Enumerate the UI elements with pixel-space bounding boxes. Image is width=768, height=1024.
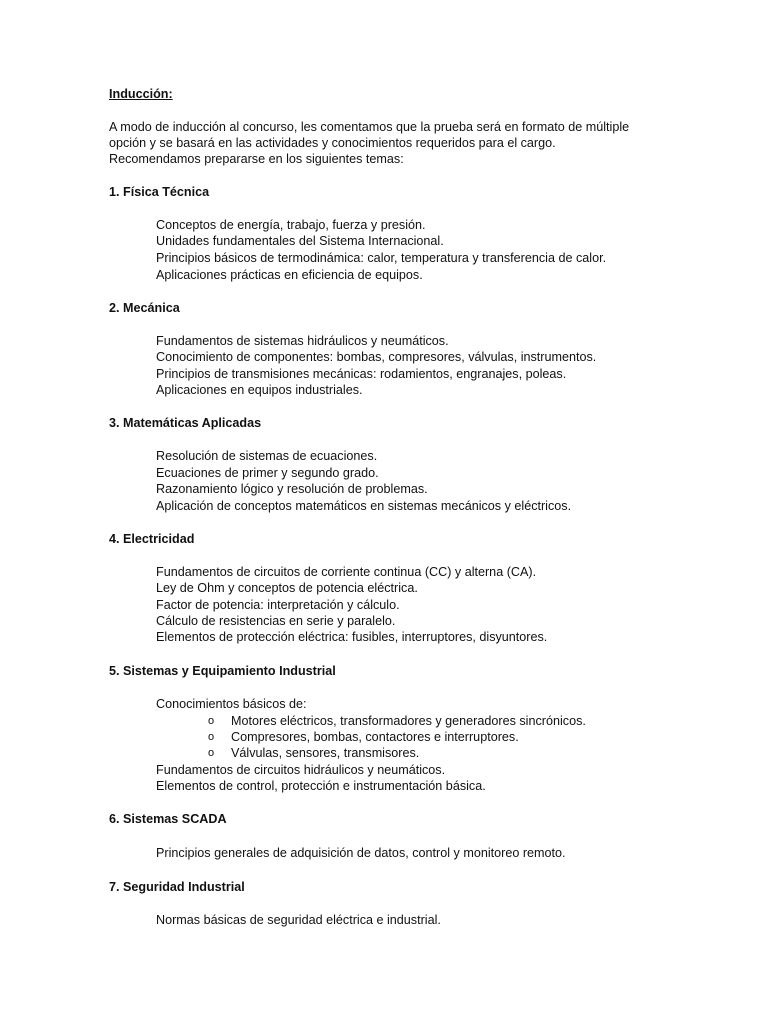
list-item: Normas básicas de seguridad eléctrica e industrial. bbox=[156, 913, 441, 927]
list-item: Razonamiento lógico y resolución de problemas. bbox=[156, 482, 428, 496]
sub-list-item: Compresores, bombas, contactores e interruptores. bbox=[231, 730, 519, 744]
intro-line: A modo de inducción al concurso, les comentamos que la prueba será en formato de múltiple bbox=[109, 120, 630, 134]
list-item: Conocimiento de componentes: bombas, compresores, válvulas, instrumentos. bbox=[156, 350, 597, 364]
list-item: Factor de potencia: interpretación y cálculo. bbox=[156, 598, 400, 612]
section-heading: 7. Seguridad Industrial bbox=[109, 880, 245, 894]
list-item: Elementos de control, protección e instrumentación básica. bbox=[156, 779, 486, 793]
list-item: Ley de Ohm y conceptos de potencia eléctrica. bbox=[156, 581, 418, 595]
list-item: Unidades fundamentales del Sistema Internacional. bbox=[156, 234, 444, 248]
list-item: Conocimientos básicos de: bbox=[156, 697, 307, 711]
list-item: Aplicación de conceptos matemáticos en sistemas mecánicos y eléctricos. bbox=[156, 499, 572, 513]
bullet-marker: o bbox=[208, 731, 215, 743]
list-item: Ecuaciones de primer y segundo grado. bbox=[156, 466, 379, 480]
list-item: Principios básicos de termodinámica: calor, temperatura y transferencia de calor. bbox=[156, 251, 607, 265]
intro-line: opción y se basará en las actividades y conocimientos requeridos para el cargo. bbox=[109, 136, 556, 150]
list-item: Cálculo de resistencias en serie y paralelo. bbox=[156, 614, 396, 628]
list-item: Fundamentos de circuitos de corriente continua (CC) y alterna (CA). bbox=[156, 565, 537, 579]
list-item: Principios generales de adquisición de datos, control y monitoreo remoto. bbox=[156, 846, 566, 860]
section-heading: 4. Electricidad bbox=[109, 532, 195, 546]
list-item: Fundamentos de sistemas hidráulicos y neumáticos. bbox=[156, 334, 449, 348]
document-title: Inducción: bbox=[109, 87, 173, 101]
list-item: Elementos de protección eléctrica: fusibles, interruptores, disyuntores. bbox=[156, 630, 548, 644]
section-heading: 3. Matemáticas Aplicadas bbox=[109, 416, 262, 430]
sub-list-item: Válvulas, sensores, transmisores. bbox=[231, 746, 420, 760]
list-item: Fundamentos de circuitos hidráulicos y neumáticos. bbox=[156, 763, 446, 777]
bullet-marker: o bbox=[208, 747, 215, 759]
sub-list-item: Motores eléctricos, transformadores y generadores sincrónicos. bbox=[231, 714, 586, 728]
intro-line: Recomendamos prepararse en los siguientes temas: bbox=[109, 152, 404, 166]
list-item: Resolución de sistemas de ecuaciones. bbox=[156, 449, 378, 463]
list-item: Aplicaciones en equipos industriales. bbox=[156, 383, 363, 397]
section-heading: 1. Física Técnica bbox=[109, 185, 210, 199]
list-item: Principios de transmisiones mecánicas: rodamientos, engranajes, poleas. bbox=[156, 367, 567, 381]
section-heading: 6. Sistemas SCADA bbox=[109, 812, 227, 826]
list-item: Conceptos de energía, trabajo, fuerza y presión. bbox=[156, 218, 426, 232]
bullet-marker: o bbox=[208, 715, 215, 727]
section-heading: 5. Sistemas y Equipamiento Industrial bbox=[109, 664, 336, 678]
list-item: Aplicaciones prácticas en eficiencia de equipos. bbox=[156, 268, 423, 282]
section-heading: 2. Mecánica bbox=[109, 301, 180, 315]
